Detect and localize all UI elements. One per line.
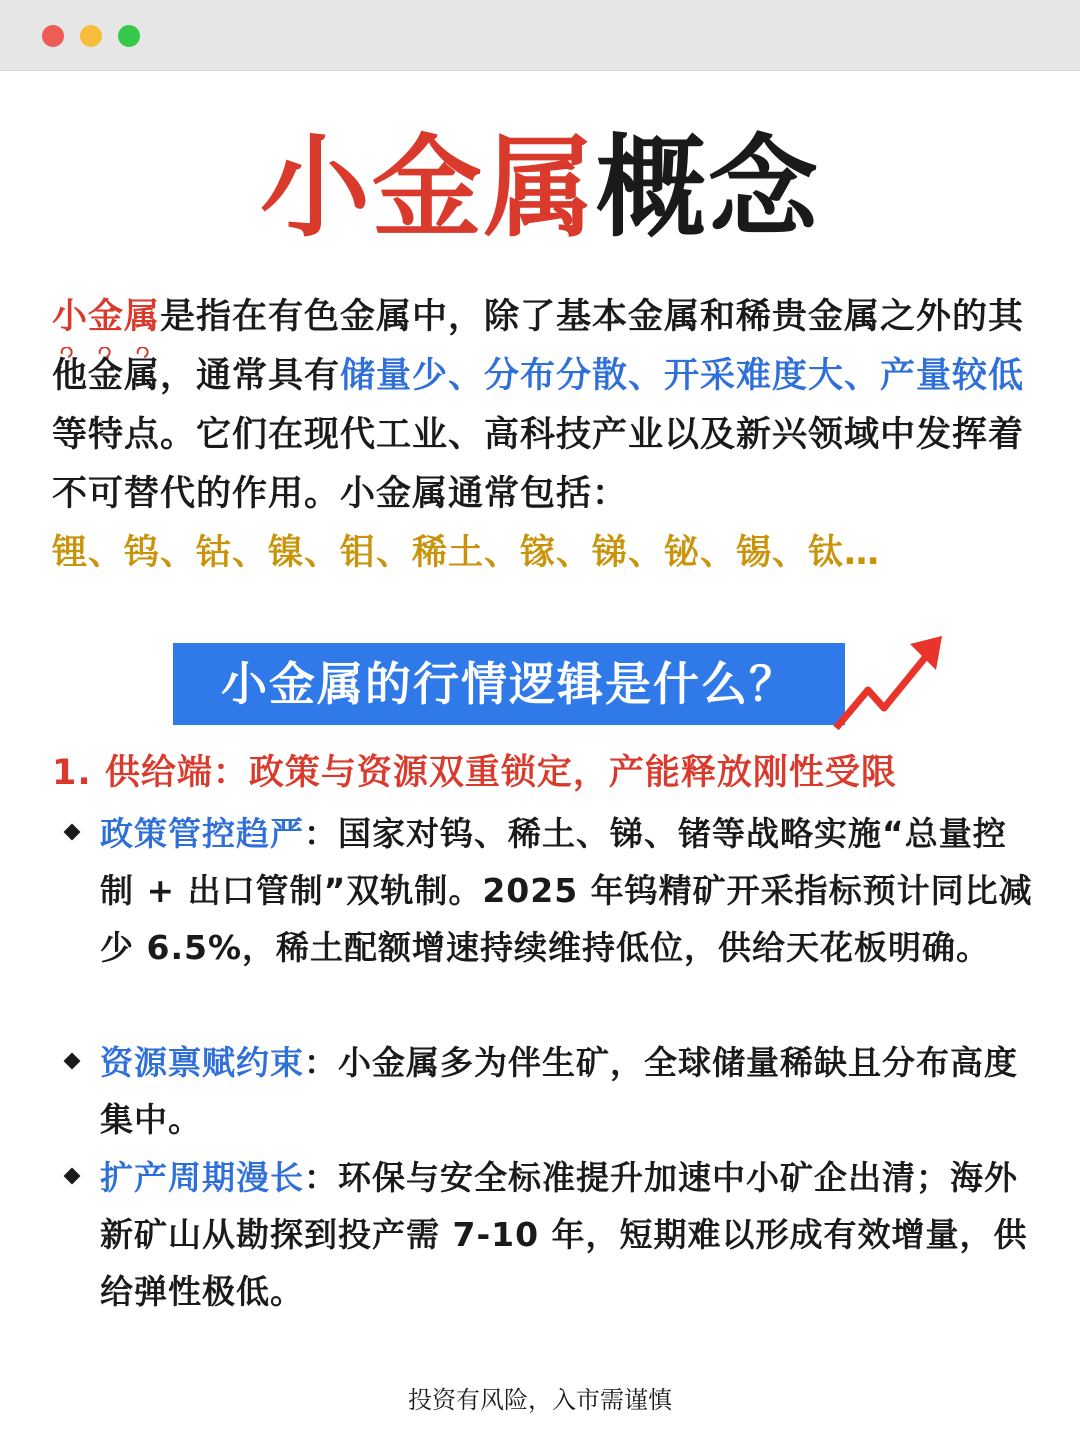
bullet-label: 资源禀赋约束: [100, 1043, 304, 1082]
bullet-label: 扩产周期漫长: [100, 1158, 304, 1197]
bullet-text: ：国家对钨、稀土、锑、锗等战略实施“总量控制 + 出口管制”双轨制。2025 年钨精矿开采指标预计同比减少 6.5%，稀土配额增速持续维持低位，供给天花板明确。: [100, 814, 1033, 967]
maximize-window-button[interactable]: [118, 25, 140, 47]
section-1-title: 1. 供给端：政策与资源双重锁定，产能释放刚性受限: [52, 753, 897, 793]
minimize-window-button[interactable]: [80, 25, 102, 47]
page-title: [0, 118, 1080, 258]
bullet-item-expansion: [100, 1149, 1035, 1320]
bullet-item-resource: [100, 1034, 1035, 1148]
bullet-item-policy: [100, 805, 1035, 976]
trend-up-arrow-icon: [828, 628, 948, 738]
intro-term-text: 小金属: [52, 297, 161, 337]
title-black-part: 概念: [596, 124, 820, 252]
risk-disclaimer: 投资有风险，入市需谨慎: [408, 1386, 672, 1414]
section-banner: 小金属的行情逻辑是什么？: [173, 643, 845, 725]
bullet-label: 政策管控趋严: [100, 814, 304, 853]
intro-features: 储量少、分布分散、开采难度大、产量较低: [340, 356, 1025, 396]
metal-list: 锂、钨、钴、镍、钼、稀土、镓、锑、铋、锡、钛…: [52, 533, 881, 573]
bullet-diamond-icon: [64, 1168, 81, 1185]
bullet-diamond-icon: [64, 1053, 81, 1070]
swirl-decoration-icon: [52, 347, 192, 361]
title-red-part: 小金属: [260, 124, 596, 252]
close-window-button[interactable]: [42, 25, 64, 47]
intro-text-2: 等特点。它们在现代工业、高科技产业以及新兴领域中发挥着不可替代的作用。小金属通常包括：: [52, 415, 1025, 514]
intro-text-1: 是指在有色金属中，除了基本金属和稀贵金属之外的其他金属，通常具有: [52, 297, 1025, 396]
bullet-diamond-icon: [64, 824, 81, 841]
bullet-text: ：小金属多为伴生矿，全球储量稀缺且分布高度集中。: [100, 1043, 1018, 1139]
intro-term: [52, 297, 160, 337]
bullet-text: ：环保与安全标准提升加速中小矿企出清；海外新矿山从勘探到投产需 7-10 年，短期难以形成有效增量，供给弹性极低。: [100, 1158, 1028, 1311]
intro-paragraph: [52, 288, 1037, 583]
window-title-bar: [0, 0, 1080, 71]
